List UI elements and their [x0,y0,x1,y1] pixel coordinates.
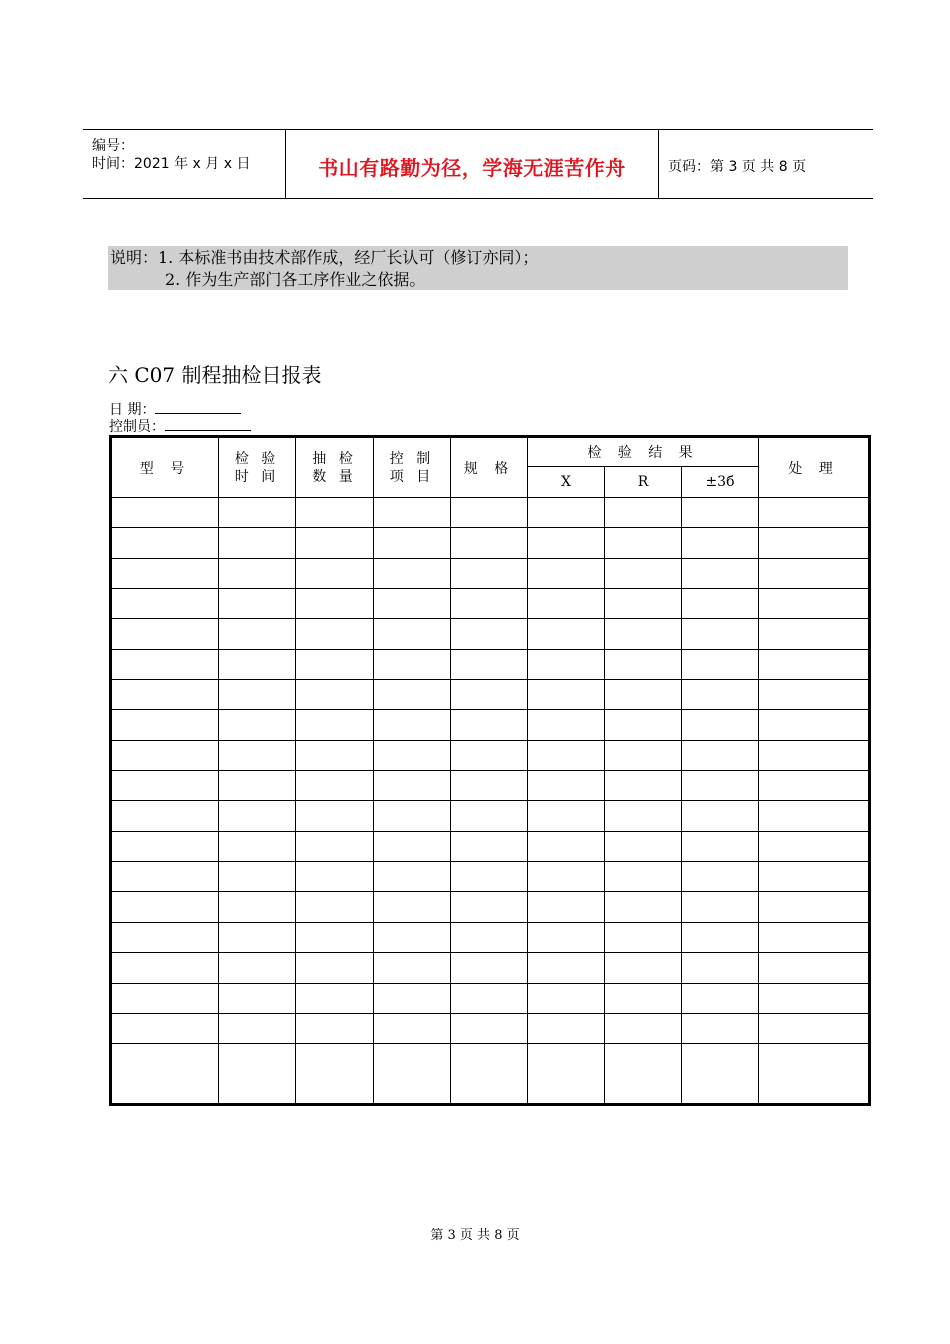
table-cell[interactable] [682,589,759,619]
table-cell[interactable] [605,589,682,619]
table-row [111,680,870,710]
table-cell[interactable] [451,1013,528,1043]
table-cell[interactable] [528,619,605,649]
table-cell[interactable] [682,953,759,983]
table-cell[interactable] [528,831,605,861]
table-row [111,528,870,558]
table-row [111,1013,870,1043]
table-cell[interactable] [219,862,296,892]
table-cell[interactable] [759,619,870,649]
table-cell[interactable] [111,801,219,831]
table-cell[interactable] [759,831,870,861]
header-inspect-time-line2: 时 间 [234,468,280,485]
header-motto-cell [286,130,659,198]
table-cell[interactable] [451,862,528,892]
table-cell[interactable] [605,892,682,922]
table-cell[interactable] [374,740,451,770]
table-row [111,740,870,770]
table-cell[interactable] [759,498,870,528]
table-cell[interactable] [451,528,528,558]
header-sample-qty [296,437,374,498]
table-cell[interactable] [451,619,528,649]
table-cell[interactable] [296,771,374,801]
table-cell[interactable] [759,1044,870,1105]
table-row [111,498,870,528]
table-cell[interactable] [759,801,870,831]
table-cell[interactable] [374,498,451,528]
table-cell[interactable] [682,1044,759,1105]
table-cell[interactable] [528,740,605,770]
table-cell[interactable] [682,922,759,952]
table-cell[interactable] [296,528,374,558]
table-cell[interactable] [219,589,296,619]
table-cell[interactable] [605,558,682,588]
header-sample-qty-line2: 数 量 [312,468,357,485]
table-cell[interactable] [759,892,870,922]
table-cell[interactable] [111,1044,219,1105]
table-header-row-1 [111,437,870,467]
table-cell[interactable] [528,558,605,588]
table-cell[interactable] [759,862,870,892]
table-cell[interactable] [605,771,682,801]
header-spec: 规 格 [451,437,528,498]
table-cell[interactable] [296,801,374,831]
table-cell[interactable] [219,528,296,558]
table-cell[interactable] [296,680,374,710]
table-cell[interactable] [605,498,682,528]
table-cell[interactable] [451,892,528,922]
table-cell[interactable] [111,862,219,892]
table-cell[interactable] [111,528,219,558]
header-model: 型 号 [111,437,219,498]
table-cell[interactable] [605,953,682,983]
table-cell[interactable] [374,649,451,679]
table-cell[interactable] [605,649,682,679]
table-cell[interactable] [219,740,296,770]
table-cell[interactable] [528,953,605,983]
table-cell[interactable] [605,1013,682,1043]
header-x: X [528,467,605,498]
table-cell[interactable] [219,649,296,679]
header-control-item-line2: 项 目 [389,468,435,485]
table-cell[interactable] [111,649,219,679]
table-cell[interactable] [219,558,296,588]
table-row [111,862,870,892]
table-cell[interactable] [219,801,296,831]
table-cell[interactable] [528,649,605,679]
table-cell[interactable] [451,498,528,528]
table-cell[interactable] [296,1013,374,1043]
table-cell[interactable] [374,1044,451,1105]
table-cell[interactable] [111,740,219,770]
table-cell[interactable] [374,710,451,740]
table-cell[interactable] [605,983,682,1013]
table-cell[interactable] [219,680,296,710]
table-cell[interactable] [682,710,759,740]
table-cell[interactable] [759,922,870,952]
table-cell[interactable] [374,680,451,710]
table-cell[interactable] [111,771,219,801]
table-cell[interactable] [374,922,451,952]
document-date-label: 时间：2021 年 x 月 x 日 [92,156,251,172]
table-cell[interactable] [682,558,759,588]
header-inspect-result: 检 验 结 果 [528,437,759,467]
table-cell[interactable] [682,831,759,861]
table-cell[interactable] [759,771,870,801]
table-cell[interactable] [219,710,296,740]
table-row [111,953,870,983]
table-cell[interactable] [296,710,374,740]
header-meta-cell [83,130,286,198]
table-cell[interactable] [296,831,374,861]
table-cell[interactable] [111,1013,219,1043]
table-cell[interactable] [528,498,605,528]
table-cell[interactable] [296,558,374,588]
table-cell[interactable] [374,892,451,922]
table-cell[interactable] [451,649,528,679]
table-cell[interactable] [451,801,528,831]
table-cell[interactable] [759,953,870,983]
note-line-1: 说明：1. 本标准书由技术部作成，经厂长认可（修订亦同）； [110,248,539,267]
table-cell[interactable] [605,680,682,710]
table-cell[interactable] [528,710,605,740]
table-cell[interactable] [682,680,759,710]
table-cell[interactable] [528,1044,605,1105]
table-cell[interactable] [219,831,296,861]
table-cell[interactable] [759,983,870,1013]
table-cell[interactable] [682,771,759,801]
table-cell[interactable] [759,558,870,588]
table-cell[interactable] [111,589,219,619]
table-cell[interactable] [528,983,605,1013]
table-cell[interactable] [528,771,605,801]
table-cell[interactable] [528,528,605,558]
table-cell[interactable] [451,710,528,740]
table-cell[interactable] [682,801,759,831]
table-cell[interactable] [682,649,759,679]
inspector-field [109,416,251,436]
table-cell[interactable] [528,922,605,952]
table-row [111,649,870,679]
table-cell[interactable] [682,740,759,770]
table-cell[interactable] [605,528,682,558]
table-row [111,771,870,801]
form-title: 六 C07 制程抽检日报表 [108,363,322,387]
table-cell[interactable] [219,1044,296,1105]
table-row [111,892,870,922]
header-inspect-time-line1: 检 验 [234,450,280,467]
table-cell[interactable] [605,862,682,892]
table-cell[interactable] [111,619,219,649]
table-cell[interactable] [219,953,296,983]
table-row [111,589,870,619]
page-footer: 第 3 页 共 8 页 [430,1228,520,1243]
table-cell[interactable] [451,983,528,1013]
table-cell[interactable] [605,922,682,952]
table-cell[interactable] [605,831,682,861]
table-cell[interactable] [759,589,870,619]
table-cell[interactable] [111,680,219,710]
table-cell[interactable] [296,862,374,892]
header-inspect-time [219,437,296,498]
table-cell[interactable] [682,498,759,528]
table-cell[interactable] [374,619,451,649]
table-row [111,558,870,588]
table-cell[interactable] [682,983,759,1013]
table-cell[interactable] [759,740,870,770]
table-cell[interactable] [374,801,451,831]
inspection-report-table [109,435,871,1106]
header-handling: 处 理 [759,437,870,498]
table-cell[interactable] [219,771,296,801]
table-cell[interactable] [451,771,528,801]
table-cell[interactable] [528,680,605,710]
table-cell[interactable] [374,528,451,558]
table-cell[interactable] [219,619,296,649]
table-cell[interactable] [374,771,451,801]
table-cell[interactable] [111,922,219,952]
table-cell[interactable] [374,1013,451,1043]
table-row [111,1044,870,1105]
table-cell[interactable] [759,1013,870,1043]
table-cell[interactable] [528,892,605,922]
table-cell[interactable] [451,680,528,710]
table-cell[interactable] [374,983,451,1013]
table-row [111,710,870,740]
table-cell[interactable] [111,892,219,922]
inspector-blank-line [165,418,251,431]
table-cell[interactable] [759,528,870,558]
table-cell[interactable] [296,1044,374,1105]
table-cell[interactable] [451,1044,528,1105]
motto-text: 书山有路勤为径，学海无涯苦作舟 [318,156,626,180]
document-number-label: 编号： [92,138,134,154]
header-sample-qty-line1: 抽 检 [312,450,357,467]
table-cell[interactable] [759,680,870,710]
inspector-label: 控制员： [109,419,165,435]
table-cell[interactable] [451,558,528,588]
table-cell[interactable] [451,922,528,952]
header-page-cell [659,130,873,198]
table-cell[interactable] [296,589,374,619]
table-cell[interactable] [528,862,605,892]
table-cell[interactable] [374,558,451,588]
table-cell[interactable] [451,953,528,983]
table-cell[interactable] [605,740,682,770]
date-label: 日 期： [109,402,156,418]
header-control-item [374,437,451,498]
explanation-note [108,246,848,290]
table-cell[interactable] [374,831,451,861]
table-cell[interactable] [219,498,296,528]
table-cell[interactable] [682,862,759,892]
table-row [111,831,870,861]
table-cell[interactable] [374,953,451,983]
table-cell[interactable] [682,1013,759,1043]
table-cell[interactable] [528,1013,605,1043]
table-cell[interactable] [111,558,219,588]
table-cell[interactable] [296,892,374,922]
table-cell[interactable] [605,801,682,831]
table-cell[interactable] [296,922,374,952]
table-cell[interactable] [451,589,528,619]
table-row [111,801,870,831]
table-cell[interactable] [296,498,374,528]
table-cell[interactable] [111,983,219,1013]
table-row [111,983,870,1013]
header-3sigma: ±3б [682,467,759,498]
table-cell[interactable] [759,649,870,679]
table-cell[interactable] [296,953,374,983]
table-cell[interactable] [111,831,219,861]
table-cell[interactable] [682,619,759,649]
table-cell[interactable] [528,801,605,831]
table-cell[interactable] [296,649,374,679]
date-blank-line [155,401,241,414]
table-cell[interactable] [759,710,870,740]
table-cell[interactable] [528,589,605,619]
table-row [111,922,870,952]
table-cell[interactable] [605,619,682,649]
table-cell[interactable] [219,1013,296,1043]
page-info: 页码：第 3 页 共 8 页 [668,159,807,175]
table-cell[interactable] [296,740,374,770]
table-cell[interactable] [374,862,451,892]
header-control-item-line1: 控 制 [389,450,435,467]
document-header [83,129,873,199]
table-cell[interactable] [111,710,219,740]
table-cell[interactable] [111,953,219,983]
table-cell[interactable] [296,619,374,649]
table-cell[interactable] [451,740,528,770]
table-cell[interactable] [111,498,219,528]
table-cell[interactable] [219,983,296,1013]
table-cell[interactable] [682,892,759,922]
header-r: R [605,467,682,498]
table-cell[interactable] [605,710,682,740]
table-row [111,619,870,649]
table-cell[interactable] [219,892,296,922]
table-cell[interactable] [296,983,374,1013]
table-cell[interactable] [219,922,296,952]
note-line-2: 2. 作为生产部门各工序作业之依据。 [165,270,426,289]
table-cell[interactable] [374,589,451,619]
table-cell[interactable] [682,528,759,558]
table-cell[interactable] [451,831,528,861]
table-cell[interactable] [605,1044,682,1105]
